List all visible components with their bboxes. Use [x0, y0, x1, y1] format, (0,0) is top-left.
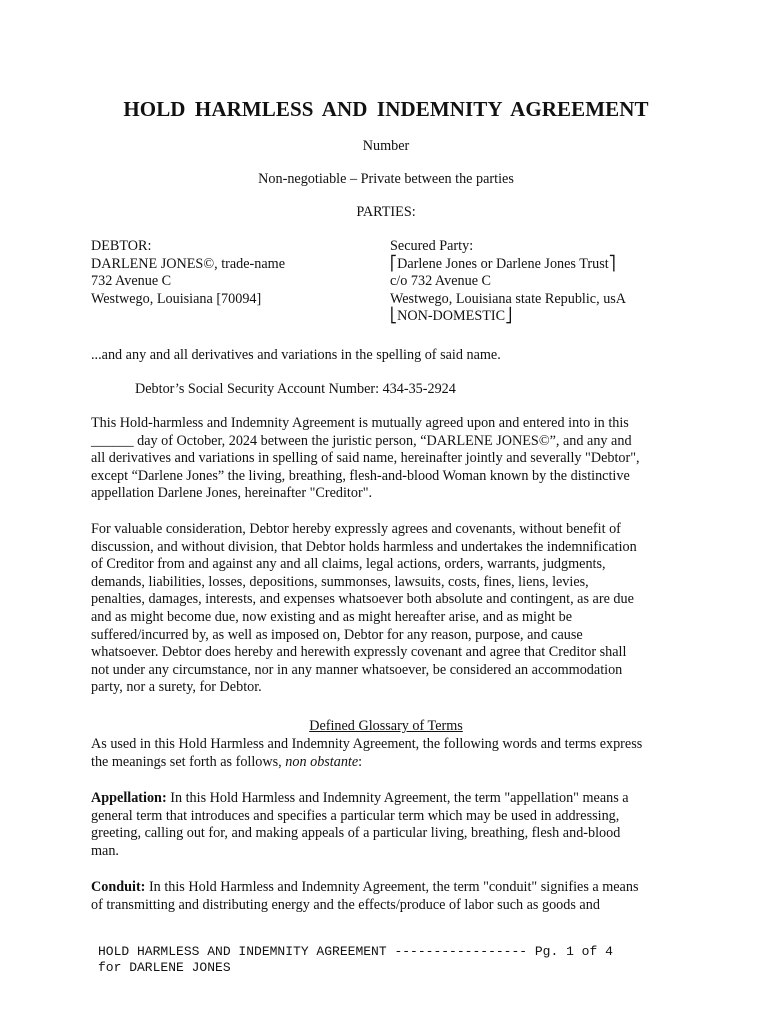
term-line: man.: [91, 842, 119, 859]
secured-party-line: ⎣NON-DOMESTIC⎦: [390, 308, 513, 325]
secured-party-block: [390, 238, 626, 326]
term-text: In this Hold Harmless and Indemnity Agreement, the term "appellation" means a: [166, 790, 629, 806]
debtor-line: DEBTOR:: [91, 238, 152, 254]
paragraph-line: This Hold-harmless and Indemnity Agreement is mutually agreed upon and entered into in this: [91, 415, 629, 431]
paragraph-line: party, nor a surety, for Debtor.: [91, 679, 262, 696]
paragraph-line: demands, liabilities, losses, depositions, summonses, lawsuits, costs, fines, liens, levies,: [91, 573, 589, 590]
debtor-line: 732 Avenue C: [91, 273, 172, 290]
paragraph-line: and as might become due, now existing and as might hereafter arise, and as might be: [91, 608, 573, 625]
paragraph-line: penalties, damages, interests, and expenses whatsoever both absolute and contingent, as are due: [91, 591, 634, 608]
paragraph-line: of Creditor from and against any and all claims, legal actions, orders, warrants, judgments,: [91, 556, 606, 573]
paragraph-line: all derivatives and variations in spelling of said name, hereinafter jointly and severally "Debtor",: [91, 450, 640, 467]
derivatives-line: ...and any and all derivatives and variations in the spelling of said name.: [91, 347, 501, 363]
glossary-term-conduit: [91, 879, 681, 914]
consideration-paragraph: [91, 521, 681, 697]
secured-party-line: Westwego, Louisiana state Republic, usA: [390, 290, 627, 307]
term-text: In this Hold Harmless and Indemnity Agreement, the term "conduit" signifies a means: [145, 879, 639, 895]
footer-line: HOLD HARMLESS AND INDEMNITY AGREEMENT ----------------- Pg. 1 of 4: [98, 944, 613, 959]
term-name: Conduit:: [91, 879, 146, 895]
term-line: [91, 790, 681, 808]
paragraph-line: not under any circumstance, nor in any manner whatsoever, be considered an accommodation: [91, 661, 623, 678]
term-name: Appellation:: [91, 790, 167, 806]
ssn-line: Debtor’s Social Security Account Number: 434-35-2924: [135, 381, 456, 397]
glossary-term-appellation: [91, 790, 681, 860]
page-footer: [98, 944, 613, 976]
debtor-block: [91, 238, 285, 308]
number-label: Number: [362, 138, 410, 154]
secured-party-line: ⎡Darlene Jones or Darlene Jones Trust⎤: [390, 255, 616, 272]
glossary-heading-wrap: [91, 718, 681, 736]
paragraph-line: appellation Darlene Jones, hereinafter "Creditor".: [91, 485, 373, 502]
debtor-line: DARLENE JONES©, trade-name: [91, 255, 285, 272]
glossary-intro-italic: non obstante: [285, 753, 359, 770]
glossary-intro-line: As used in this Hold Harmless and Indemnity Agreement, the following words and terms express: [91, 736, 643, 752]
glossary-intro: [91, 736, 681, 771]
secured-party-line: c/o 732 Avenue C: [390, 273, 492, 290]
paragraph-line: whatsoever. Debtor does hereby and herewith expressly covenant and agree that Creditor shall: [91, 644, 627, 661]
paragraph-line: ______ day of October, 2024 between the juristic person, “DARLENE JONES©”, and any and: [91, 432, 632, 449]
footer-line: for DARLENE JONES: [98, 960, 231, 975]
paragraph-line: discussion, and without division, that Debtor holds harmless and undertakes the indemnification: [91, 538, 637, 555]
glossary-intro-line: [91, 754, 681, 772]
paragraph-line: suffered/incurred by, as well as imposed on, Debtor for any reason, purpose, and cause: [91, 626, 583, 643]
term-line: of transmitting and distributing energy and the effects/produce of labor such as goods and: [91, 896, 600, 913]
paragraph-line: except “Darlene Jones” the living, breathing, flesh-and-blood Woman known by the distinctive: [91, 467, 630, 484]
paragraph-line: For valuable consideration, Debtor hereby expressly agrees and covenants, without benefit of: [91, 521, 621, 537]
secured-party-line: Secured Party:: [390, 238, 474, 254]
agreement-paragraph: [91, 415, 681, 503]
subtitle: Non-negotiable – Private between the parties: [258, 171, 514, 187]
term-line: [91, 879, 681, 897]
debtor-line: Westwego, Louisiana [70094]: [91, 290, 262, 307]
term-line: greeting, calling out for, and making appeals of a particular living, breathing, flesh and-blood: [91, 825, 621, 842]
parties-heading: PARTIES:: [356, 204, 416, 220]
term-line: general term that introduces and specifies a particular term which may be used in addressing,: [91, 807, 620, 824]
glossary-intro-suffix: :: [358, 753, 363, 770]
glossary-heading: Defined Glossary of Terms: [309, 718, 463, 734]
document-title: HOLD HARMLESS AND INDEMNITY AGREEMENT: [123, 97, 649, 121]
glossary-intro-prefix: the meanings set forth as follows,: [91, 753, 286, 770]
